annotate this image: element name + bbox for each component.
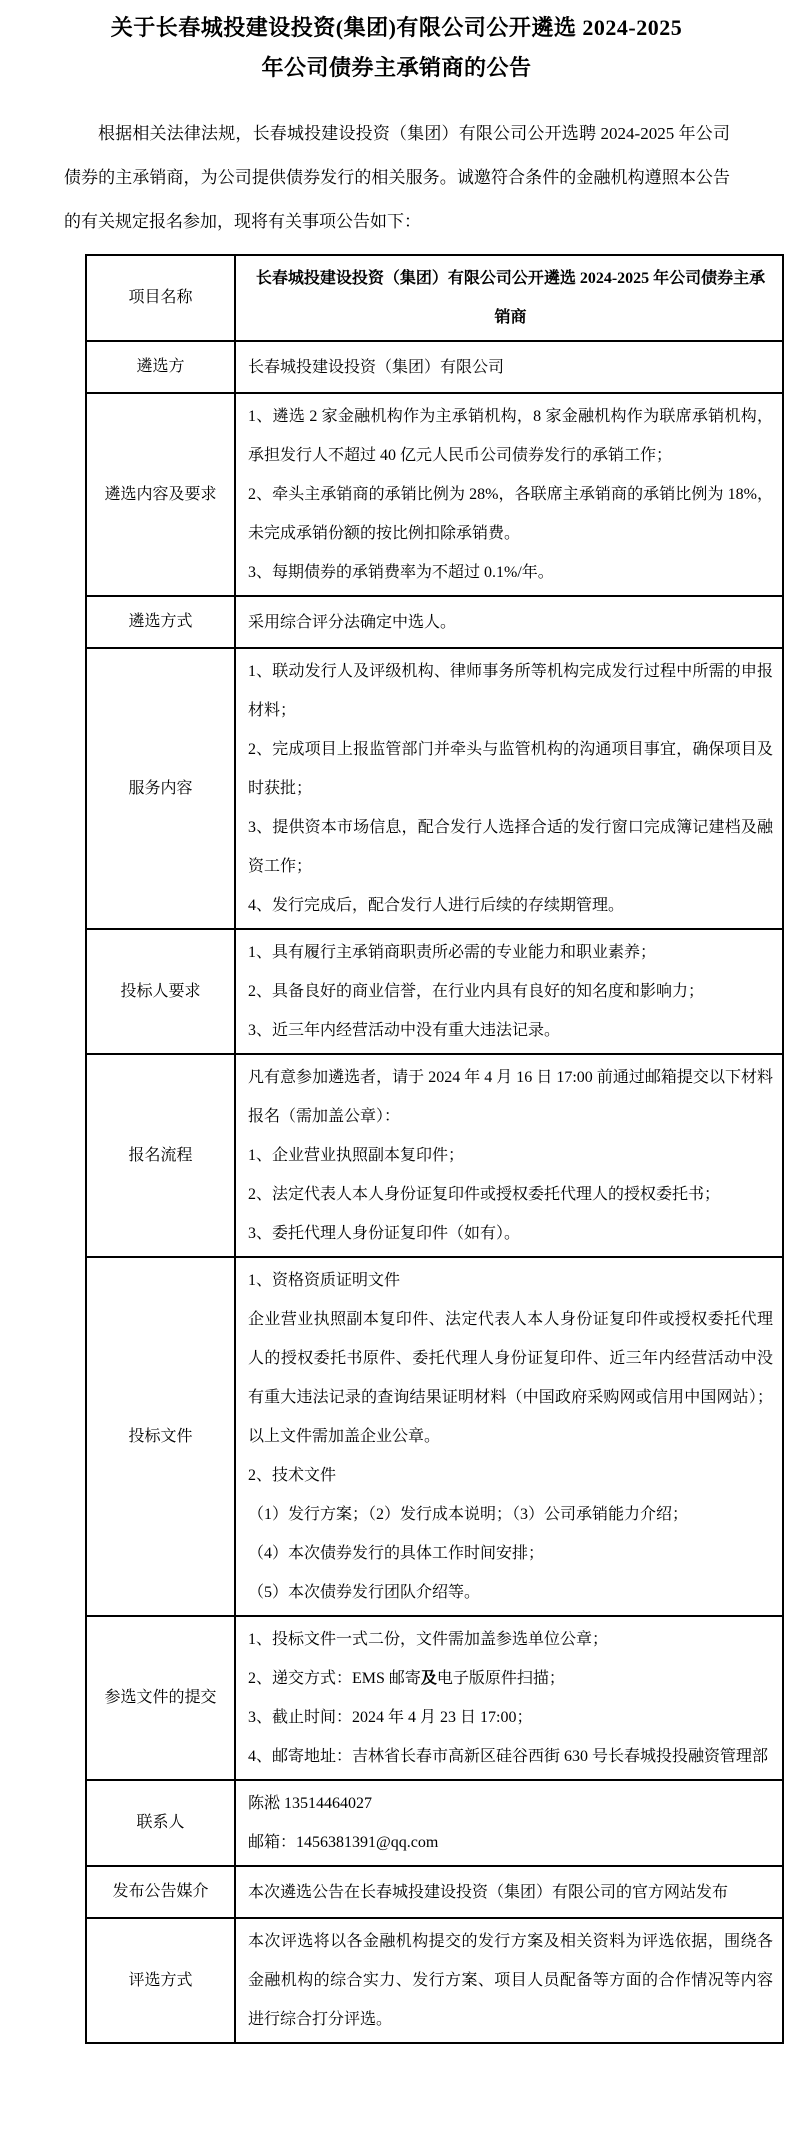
paragraph: 采用综合评分法确定中选人。 bbox=[248, 613, 457, 631]
paragraph: 1、资格资质证明文件 bbox=[248, 1272, 401, 1289]
row-label-project-name: 项目名称 bbox=[86, 255, 235, 341]
paragraph: 4、邮寄地址：吉林省长春市高新区硅谷西街 630 号长春城投投融资管理部 bbox=[248, 1748, 769, 1765]
row-content-announcement-media bbox=[235, 1866, 783, 1918]
paragraph: 长春城投建设投资（集团）有限公司 bbox=[248, 358, 505, 376]
paragraph: 2、牵头主承销商的承销比例为 28%，各联席主承销商的承销比例为 18%，未完成承销份额的按比例扣除承销费。 bbox=[248, 486, 773, 542]
row-label-selection-content-requirements: 遴选内容及要求 bbox=[86, 393, 235, 596]
page-title bbox=[0, 8, 793, 88]
row-label-service-content: 服务内容 bbox=[86, 648, 235, 929]
table-row-contact-person bbox=[86, 1780, 783, 1866]
row-label-evaluation-method: 评选方式 bbox=[86, 1918, 235, 2043]
table-row-service-content bbox=[86, 648, 783, 929]
row-label-selector: 遴选方 bbox=[86, 341, 235, 393]
announcement-table bbox=[85, 254, 784, 2044]
table-row-bidder-requirements bbox=[86, 929, 783, 1054]
paragraph: 1、遴选 2 家金融机构作为主承销机构，8 家金融机构作为联席承销机构，承担发行人不超过 40 亿元人民币公司债券发行的承销工作； bbox=[248, 408, 773, 464]
table-row-selection-content-requirements bbox=[86, 393, 783, 596]
contact-email: 邮箱：1456381391@qq.com bbox=[248, 1834, 439, 1851]
row-content-service-content bbox=[235, 648, 783, 929]
row-label-registration-process: 报名流程 bbox=[86, 1054, 235, 1257]
paragraph: 1、企业营业执照副本复印件； bbox=[248, 1147, 465, 1164]
paragraph-segment: 2、递交方式：EMS 邮寄 bbox=[248, 1670, 421, 1687]
row-content-selector bbox=[235, 341, 783, 393]
row-content-contact-person bbox=[235, 1780, 783, 1866]
paragraph: 企业营业执照副本复印件、法定代表人本人身份证复印件或授权委托代理人的授权委托书原件、委托代理人身份证复印件、近三年内经营活动中没有重大违法记录的查询结果证明材料（中国政府采购网或信用中国网站）；以上文件需加盖企业公章。 bbox=[248, 1311, 773, 1445]
paragraph: 4、发行完成后，配合发行人进行后续的存续期管理。 bbox=[248, 897, 625, 914]
intro-paragraph: 根据相关法律法规，长春城投建设投资（集团）有限公司公开选聘 2024-2025 年公司债券的主承销商，为公司提供债券发行的相关服务。诚邀符合条件的金融机构遵照本公告的有关规定报名参加，现将有关事项公告如下： bbox=[64, 124, 730, 231]
row-label-announcement-media: 发布公告媒介 bbox=[86, 1866, 235, 1918]
table-row-selection-method bbox=[86, 596, 783, 648]
paragraph: 1、具有履行主承销商职责所必需的专业能力和职业素养； bbox=[248, 944, 657, 961]
table-row-bid-documents bbox=[86, 1257, 783, 1616]
row-content-project-name bbox=[235, 255, 783, 341]
paragraph: 2、技术文件 bbox=[248, 1467, 337, 1484]
paragraph: 2、法定代表人本人身份证复印件或授权委托代理人的授权委托书； bbox=[248, 1186, 721, 1203]
paragraph: （4）本次债券发行的具体工作时间安排； bbox=[248, 1545, 545, 1562]
row-content-document-submission bbox=[235, 1616, 783, 1780]
title-line-1: 关于长春城投建设投资(集团)有限公司公开遴选 2024-2025 bbox=[110, 15, 683, 40]
title-line-2: 年公司债券主承销商的公告 bbox=[261, 55, 532, 80]
paragraph: 凡有意参加遴选者，请于 2024 年 4 月 16 日 17:00 前通过邮箱提交以下材料报名（需加盖公章）： bbox=[248, 1069, 773, 1125]
paragraph: 2、具备良好的商业信誉，在行业内具有良好的知名度和影响力； bbox=[248, 983, 705, 1000]
paragraph: 3、委托代理人身份证复印件（如有）。 bbox=[248, 1225, 521, 1242]
table-row-project-name bbox=[86, 255, 783, 341]
paragraph: （5）本次债券发行团队介绍等。 bbox=[248, 1584, 481, 1601]
paragraph: 2、完成项目上报监管部门并牵头与监管机构的沟通项目事宜，确保项目及时获批； bbox=[248, 741, 773, 797]
paragraph: 长春城投建设投资（集团）有限公司公开遴选 2024-2025 年公司债券主承销商 bbox=[255, 270, 766, 326]
paragraph: 1、投标文件一式二份，文件需加盖参选单位公章； bbox=[248, 1631, 609, 1648]
paragraph: （1）发行方案；（2）发行成本说明；（3）公司承销能力介绍； bbox=[248, 1506, 689, 1523]
row-content-selection-content-requirements bbox=[235, 393, 783, 596]
paragraph: 3、每期债券的承销费率为不超过 0.1%/年。 bbox=[248, 564, 554, 581]
row-label-selection-method: 遴选方式 bbox=[86, 596, 235, 648]
row-label-bid-documents: 投标文件 bbox=[86, 1257, 235, 1616]
table-row-selector bbox=[86, 341, 783, 393]
paragraph bbox=[248, 1659, 773, 1698]
row-content-selection-method bbox=[235, 596, 783, 648]
paragraph: 本次遴选公告在长春城投建设投资（集团）有限公司的官方网站发布 bbox=[248, 1883, 729, 1901]
row-label-document-submission: 参选文件的提交 bbox=[86, 1616, 235, 1780]
table-row-announcement-media bbox=[86, 1866, 783, 1918]
table-row-evaluation-method bbox=[86, 1918, 783, 2043]
contact-name-phone: 陈淞 13514464027 bbox=[248, 1795, 373, 1812]
paragraph: 本次评选将以各金融机构提交的发行方案及相关资料为评选依据，围绕各金融机构的综合实力、发行方案、项目人员配备等方面的合作情况等内容进行综合打分评选。 bbox=[248, 1933, 773, 2028]
paragraph: 3、提供资本市场信息，配合发行人选择合适的发行窗口完成簿记建档及融资工作； bbox=[248, 819, 773, 875]
paragraph: 3、近三年内经营活动中没有重大违法记录。 bbox=[248, 1022, 561, 1039]
table-row-registration-process bbox=[86, 1054, 783, 1257]
table-row-document-submission bbox=[86, 1616, 783, 1780]
paragraph-segment: 电子版原件扫描； bbox=[436, 1670, 565, 1687]
row-content-bid-documents bbox=[235, 1257, 783, 1616]
row-label-bidder-requirements: 投标人要求 bbox=[86, 929, 235, 1054]
paragraph: 3、截止时间：2024 年 4 月 23 日 17:00； bbox=[248, 1709, 533, 1726]
row-content-registration-process bbox=[235, 1054, 783, 1257]
row-content-evaluation-method bbox=[235, 1918, 783, 2043]
paragraph: 1、联动发行人及评级机构、律师事务所等机构完成发行过程中所需的申报材料； bbox=[248, 663, 773, 719]
paragraph-segment-bold: 及 bbox=[420, 1670, 437, 1687]
row-content-bidder-requirements bbox=[235, 929, 783, 1054]
row-label-contact-person: 联系人 bbox=[86, 1780, 235, 1866]
